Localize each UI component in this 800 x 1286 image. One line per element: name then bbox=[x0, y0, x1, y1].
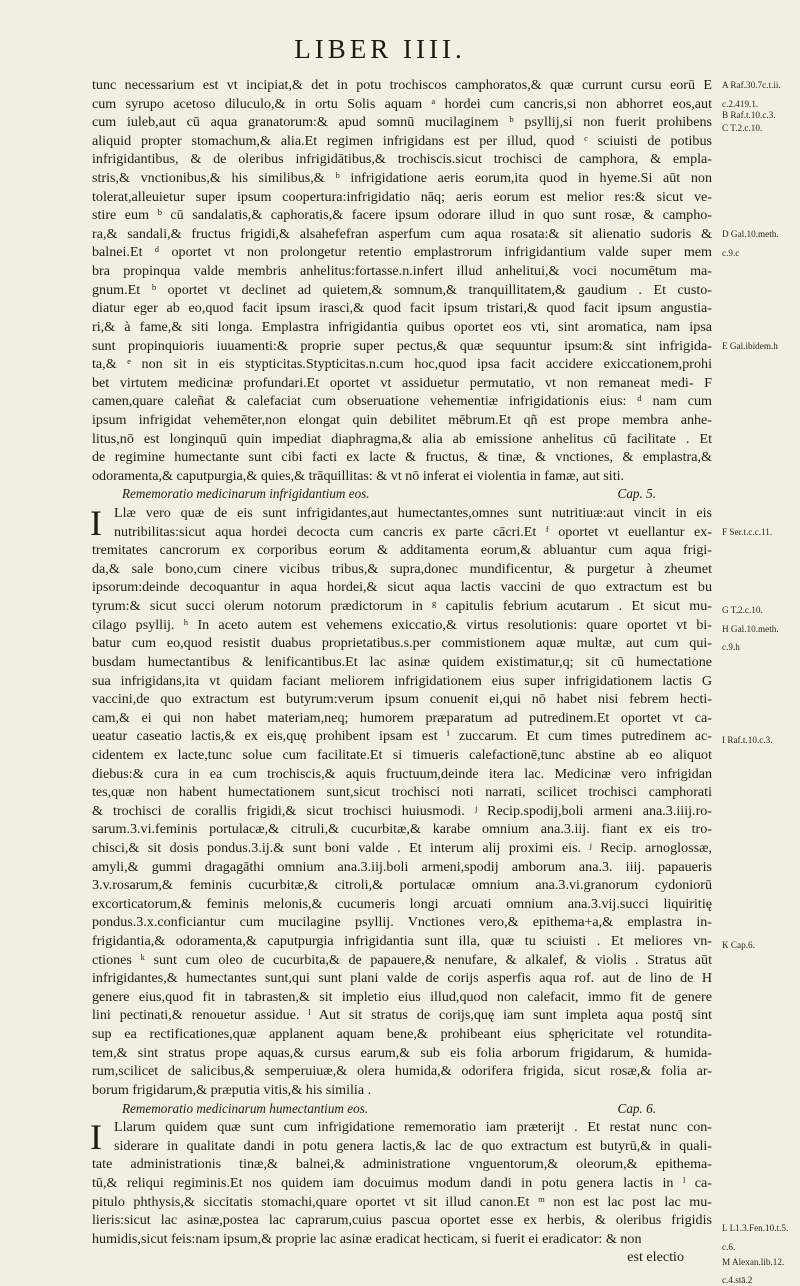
margin-note bbox=[722, 735, 773, 746]
text-line: vaccini,de quo extractum est butyrum:verum ipsum conuenit ei,qui nō habet nisi febrem hecti- bbox=[92, 691, 712, 708]
text-line: rum,scilicet de salicibus,& semperuiuæ,& olera humida,& odorifera frigida, sicut rosæ,& folia ar- bbox=[92, 1063, 712, 1080]
margin-note-text: D Gal.10.meth. bbox=[722, 228, 779, 239]
margin-note-text: K Cap.6. bbox=[722, 940, 755, 951]
text-line: borum frigidarum,& præputia vitis,& his similia . bbox=[92, 1081, 372, 1098]
text-line: tū,& reliqui regiminis.Et nos quidem iam docuimus modum dandi in potu genera lactis in ˡ ca- bbox=[92, 1174, 712, 1191]
text-column bbox=[92, 76, 712, 1267]
text-line: excorticatorum,& feminis melonis,& cucumeris longi arcuati omnium ana.3.vij.succi liquiritię bbox=[92, 895, 712, 912]
text-line: odoramenta,& caputpurgia,& quies,& trāquillitas: & vt nō inferat ei violentia in famæ, aut siti. bbox=[92, 467, 625, 484]
text-line: sarum.3.vi.feminis portulacæ,& citruli,& cucurbitæ,& karabe omnium ana.3.iij. fiant ex eis tro- bbox=[92, 821, 712, 838]
drop-cap: I bbox=[90, 1117, 102, 1158]
text-line: amyli,& gummi dragagāthi omnium ana.3.iij.boli armeni,spodij amborum ana.3. iiij. papaueris bbox=[92, 858, 712, 875]
text-line: stire eum ᵇ cū sandalatis,& caphoratis,& facere ipsum odorare illud in quo sunt rosæ, & campho- bbox=[92, 207, 712, 224]
margin-note bbox=[722, 642, 740, 653]
text-line: tunc necessarium est vt incipiat,& det in potu trochiscos camphoratos,& quæ currunt cursu eorū E bbox=[92, 77, 712, 93]
margin-note-text: c.2.419.1. bbox=[722, 98, 759, 109]
text-line: tem,& sint stratus prope aquas,& cursus earum,& sub eis folia arborum frigidarum, & humida- bbox=[92, 1044, 712, 1061]
text-line: de regimine humectante sunt cibi facti ex lacte & fructus, & tinæ, & vnctiones, & emplastra,& bbox=[92, 449, 712, 466]
chapter-heading bbox=[92, 1100, 712, 1119]
text-line-content: Llarum quidem quæ sunt cum infrigidatione rememoratio iam præterijt . Et restat nunc con- bbox=[114, 1119, 712, 1136]
text-line: diatur eger ab eo,quod facit ipsum irasci,& quod facit ipsum tristari,& quod facit ipsum angustia- bbox=[92, 300, 712, 317]
text-line: tyrum:& sicut succi olerum notorum prædictorum in ᵍ capitulis febrium acutarum . Et sicut mu- bbox=[92, 598, 712, 615]
margin-note bbox=[722, 1242, 735, 1253]
margin-note-text: L L1.3.Fen.10.t.5. bbox=[722, 1223, 789, 1234]
text-line: aliquid propter stomachum,& alia.Et regimen infrigidans est per illud, quod ᶜ sciuisti de potibus bbox=[92, 132, 712, 149]
catchword: est electio bbox=[627, 1249, 684, 1266]
chapter-heading bbox=[92, 485, 712, 504]
text-line: ra,& sandali,& fructus frigidi,& alsahefefran asperfum cum aqua rosata:& sit alienatio sudoris & bbox=[92, 225, 712, 242]
margin-note-text: I Raf.t.10.c.3. bbox=[722, 735, 773, 746]
text-line: lini pectinati,& renouetur assidue. ˡ Aut sit stratus de corijs,quę iam sunt impleta aqua postq̄ sint bbox=[92, 1007, 712, 1024]
text-line: cum iuleb,aut cū aqua granatorum:& apud somnū mucilaginem ᵇ psyllij,si non fuerit prohibens bbox=[92, 114, 712, 131]
text-line: & trochisci de corallis frigidi,& sicut trochisci huiusmodi. ʲ Recip.spodij,boli armeni ana.3.iiij.ro- bbox=[92, 802, 712, 819]
text-line: cam,& ei qui non habet materiam,neq; humorem præparatum ad putredinem.Et oportet vt ca- bbox=[92, 709, 712, 726]
text-line: bra propinqua valde membris anhelitus:fortasse.n.infert illud anhelitui,& voci nocumētum ma- bbox=[92, 263, 712, 280]
text-line: infrigidantibus, & de oleribus infrigidātibus,& trochiscis.sicut trochisci de camphora, & empla- bbox=[92, 151, 712, 168]
text-line: cum syrupo acetoso diluculo,& in ortu Solis aquam ᵃ hordei cum cancris,si non abhorret eos,aut bbox=[92, 95, 712, 112]
margin-note-text: c.9.c bbox=[722, 247, 740, 258]
text-line: gnum.Et ᵇ oportet vt declinet ad quietem,& somnum,& tranquillitatem,& gaudium . Et custo- bbox=[92, 281, 712, 298]
margin-note bbox=[722, 229, 779, 240]
margin-note-text: G T.2.c.10. bbox=[722, 605, 763, 616]
margin-note-text: c.4.stā.2 bbox=[722, 1275, 753, 1286]
margin-note-text: F Ser.t.c.c.11. bbox=[722, 526, 773, 537]
text-line: infrigidantes,& humectantes sunt,qui sunt plani valde de corijs asperfis aqua rof. aut de lino de H bbox=[92, 970, 712, 987]
text-line: genere eius,quod fit in tabrasten,& sit impletio eius illud,quod non calefacit, immo fit de genere bbox=[92, 988, 712, 1005]
text-line: ctiones ᵏ sunt cum oleo de cucurbita,& de papauere,& nenufare, & alkalef, & violis . Stratus aūt bbox=[92, 951, 712, 968]
text-line: litus,nō est longinquū quin impediat diaphragma,& alia ab emissione anhelitus cū facilitate . Et bbox=[92, 430, 712, 447]
text-line: cidentem ex lacte,tunc solue cum facilitate.Et si timueris calefactionē,tunc abstine ab eo aliquot bbox=[92, 746, 712, 763]
text-line: ipsum infrigidat vehemēter,non elongat quin debilitet mēbrum.Et qñ est prope membra anhe- bbox=[92, 411, 712, 428]
text-line: tremitates cancrorum ex corporibus eorum & additamenta eorum,& abluantur cum aqua frigi- bbox=[92, 542, 712, 559]
text-line: ri,& à fame,& siti longa. Emplastra infrigidantia quibus oportet eos vti, sint aromatica, nam ipsa bbox=[92, 318, 712, 335]
text-line: bet virtutem medicinæ profundari.Et oportet vt assiduetur permutatio, vt non remaneat medi- F bbox=[92, 374, 712, 391]
margin-note bbox=[722, 940, 755, 951]
chapter-title: Rememoratio medicinarum humectantium eos. bbox=[122, 1100, 369, 1116]
margin-note bbox=[722, 248, 739, 259]
text-line: 3.v.rosarum,& feminis cucurbitæ,& citroli,& portulacæ omnium ana.3.vi.granorum cydoniorū bbox=[92, 877, 712, 894]
text-line: humidis,sicut feis:nam ipsum,& proprie lac asinæ eradicat hecticam, si fuerit ei eradicator: & non bbox=[92, 1230, 642, 1247]
margin-note bbox=[722, 527, 772, 538]
text-line-content: Llæ vero quæ de eis sunt infrigidantes,aut humectantes,omnes sunt nutritiuæ:aut vincit in eis bbox=[114, 505, 712, 522]
margin-note bbox=[722, 605, 763, 616]
drop-cap: I bbox=[90, 503, 102, 544]
text-line: ueatur caseatio lactis,& ex eis,quę prohibent ipsam est ⁱ zuccarum. Et cum times putredinem ac- bbox=[92, 728, 712, 745]
text-line: pitulo phthysis,& siccitatis stomachi,quare oportet vt sit illud canon.Et ᵐ non est lac post lac mu- bbox=[92, 1193, 712, 1210]
text-line: tolerat,alleuietur super ipsum coopertura:infrigidatio nāq; aeris eorum est melior res:& sicut ve- bbox=[92, 188, 712, 205]
text-line: stris,& vnctionibus,& his similibus,& ᵇ infrigidatione aeris eorum,ita quod in hyeme.Si aūt non bbox=[92, 170, 712, 187]
text-line: sup ea rectificationes,quæ applanent aquam bene,& prohibeant eius sphęricitate vel rotundita- bbox=[92, 1026, 712, 1043]
text-line: ipsorum:deinde decoquantur in aqua hordei,& sicut aqua lactis vaccini de quo extractum est bu bbox=[92, 579, 712, 596]
margin-note-text: E Gal.ibidem.h bbox=[722, 340, 778, 351]
text-line: batur cum eo,quod resistit duabus proprietatibus.s.per commistionem aquæ multæ, aut cum qui- bbox=[92, 635, 712, 652]
margin-note-text: c.9.h bbox=[722, 642, 740, 653]
text-line: lieris:sicut lac asinæ,postea lac caprarum,cuius pascua oportet esse ex herbis, & oleribus frigidis bbox=[92, 1212, 712, 1229]
text-line: frigidantia,& odoramenta,& caputpurgia infrigidantia sunt illa, quæ tu sciuisti . Et meliores vn- bbox=[92, 933, 712, 950]
text-line: pondus.3.x.conficiantur cum mucilagine psyllij. Vnctiones vero,& epithema+a,& emplastra in- bbox=[92, 914, 712, 931]
margin-note bbox=[722, 1275, 752, 1286]
margin-note-text: B Raf.t.10.c.3. bbox=[722, 109, 776, 120]
margin-note bbox=[722, 80, 781, 91]
margin-note bbox=[722, 341, 778, 352]
text-line: balnei.Et ᵈ oportet vt non prolongetur retentio emplastrorum infrigidantium valde super mem bbox=[92, 244, 712, 261]
text-line: busdam humectantibus & lenificantibus.Et lac asinæ quidem existimatur,q; sit cū humectatione bbox=[92, 653, 712, 670]
text-line: siderare in qualitate dandi in potu genera lactis,& lac de quo extractum est butyrū,& in quali- bbox=[114, 1137, 712, 1154]
margin-note bbox=[722, 624, 779, 635]
margin-note bbox=[722, 1223, 788, 1234]
margin-note-text: H Gal.10.meth. bbox=[722, 623, 779, 634]
text-line: sua infrigidans,ita vt quidam faciant meliorem infrigidationem eius super infrigidationem lactis G bbox=[92, 672, 712, 689]
text-line: diebus:& cura in ea cum trochiscis,& aquis fructuum,deinde itera lac. Medicinæ vero infrigidan bbox=[92, 765, 712, 782]
chapter-number: Cap. 5. bbox=[617, 486, 656, 502]
text-line: camen,quare caleñat & calefaciat cum obseruatione vehementiæ infrigidationis eius: ᵈ nam cum bbox=[92, 393, 712, 410]
margin-note bbox=[722, 99, 758, 110]
text-line: sunt propinquioris iuuamenti:& proprie super pectus,& quæ sequuntur ipsum:& sint infrigida- bbox=[92, 337, 712, 354]
text-line: da,& sale bono,cum cinere vicibus tribus,& supra,donec mundificentur, & purgetur à zheumet bbox=[92, 560, 712, 577]
text-line: ta,& ᵉ non sit in eis stypticitas.Stypticitas.n.cum hoc,quod ipsa facit accidere exiccationem,prohi bbox=[92, 356, 712, 373]
text-line: nutribilitas:sicut aqua hordei decocta cum cancris ex parte cācri.Et ᶠ oportet vt euellantur ex- bbox=[114, 523, 712, 540]
text-line: chisci,& sit dosis pondus.3.ij.& sunt boni valde . Et interum alij proximi eis. ʲ Recip. arnoglossæ, bbox=[92, 839, 712, 856]
margin-note-text: c.6. bbox=[722, 1241, 736, 1252]
text-line: tate administrationis tinæ,& balnei,& administratione vnguentorum,& oleorum,& epithema- bbox=[92, 1156, 712, 1173]
text-line: tes,quæ non habent humectationem sunt,sicut trochisci noti narrati, scilicet trochisci camphorati bbox=[92, 784, 712, 801]
text-line: cilago psyllij. ʰ In aceto autem est vehemens exiccatio,& virtus resolutionis: quare oportet vt bi- bbox=[92, 616, 712, 633]
chapter-number: Cap. 6. bbox=[617, 1100, 656, 1116]
margin-note bbox=[722, 110, 776, 121]
margin-note-text: C T.2.c.10. bbox=[722, 122, 763, 133]
margin-note bbox=[722, 1257, 784, 1268]
chapter-title: Rememoratio medicinarum infrigidantium eos. bbox=[122, 486, 370, 502]
margin-note bbox=[722, 123, 762, 134]
margin-note-text: A Raf.30.7c.t.ii. bbox=[722, 80, 781, 90]
margin-note-text: M Alexan.lib.12. bbox=[722, 1256, 785, 1267]
running-head: LIBER IIII. bbox=[294, 34, 466, 64]
